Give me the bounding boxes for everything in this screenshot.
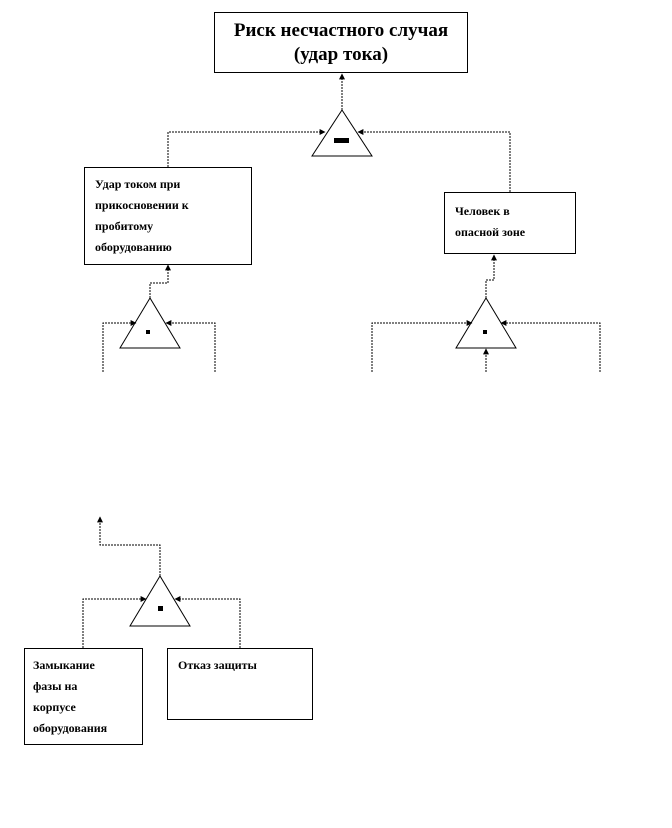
bottom-left-event-label: Замыкание фазы на корпусе оборудования (33, 658, 108, 735)
right-gate-symbol (483, 330, 487, 334)
right-event-label: Человек в опасной зоне (455, 204, 526, 239)
top-event-box (214, 12, 468, 73)
left-gate-symbol (146, 330, 150, 334)
connector-bottom-gate-output (100, 517, 160, 576)
top-gate-symbol (334, 138, 349, 143)
top-event-label: Риск несчастного случая (удар тока) (233, 19, 449, 65)
left-event-box (84, 167, 252, 265)
bottom-right-event-label: Отказ защиты (178, 658, 257, 672)
bottom-gate-symbol (158, 606, 163, 611)
connector-right-gate-to-right-event (486, 255, 494, 298)
connector-right-event-to-top-gate (358, 132, 510, 192)
left-event-label: Удар током при прикосновении к пробитому оборудованию (95, 177, 189, 254)
bottom-right-event-box (167, 648, 313, 720)
right-event-box (444, 192, 576, 254)
bottom-gate (130, 576, 190, 626)
connector-left-gate-to-left-event (150, 265, 168, 298)
bottom-left-event-box (24, 648, 143, 745)
connector-left-event-to-top-gate (168, 132, 325, 167)
top-gate (312, 110, 372, 156)
